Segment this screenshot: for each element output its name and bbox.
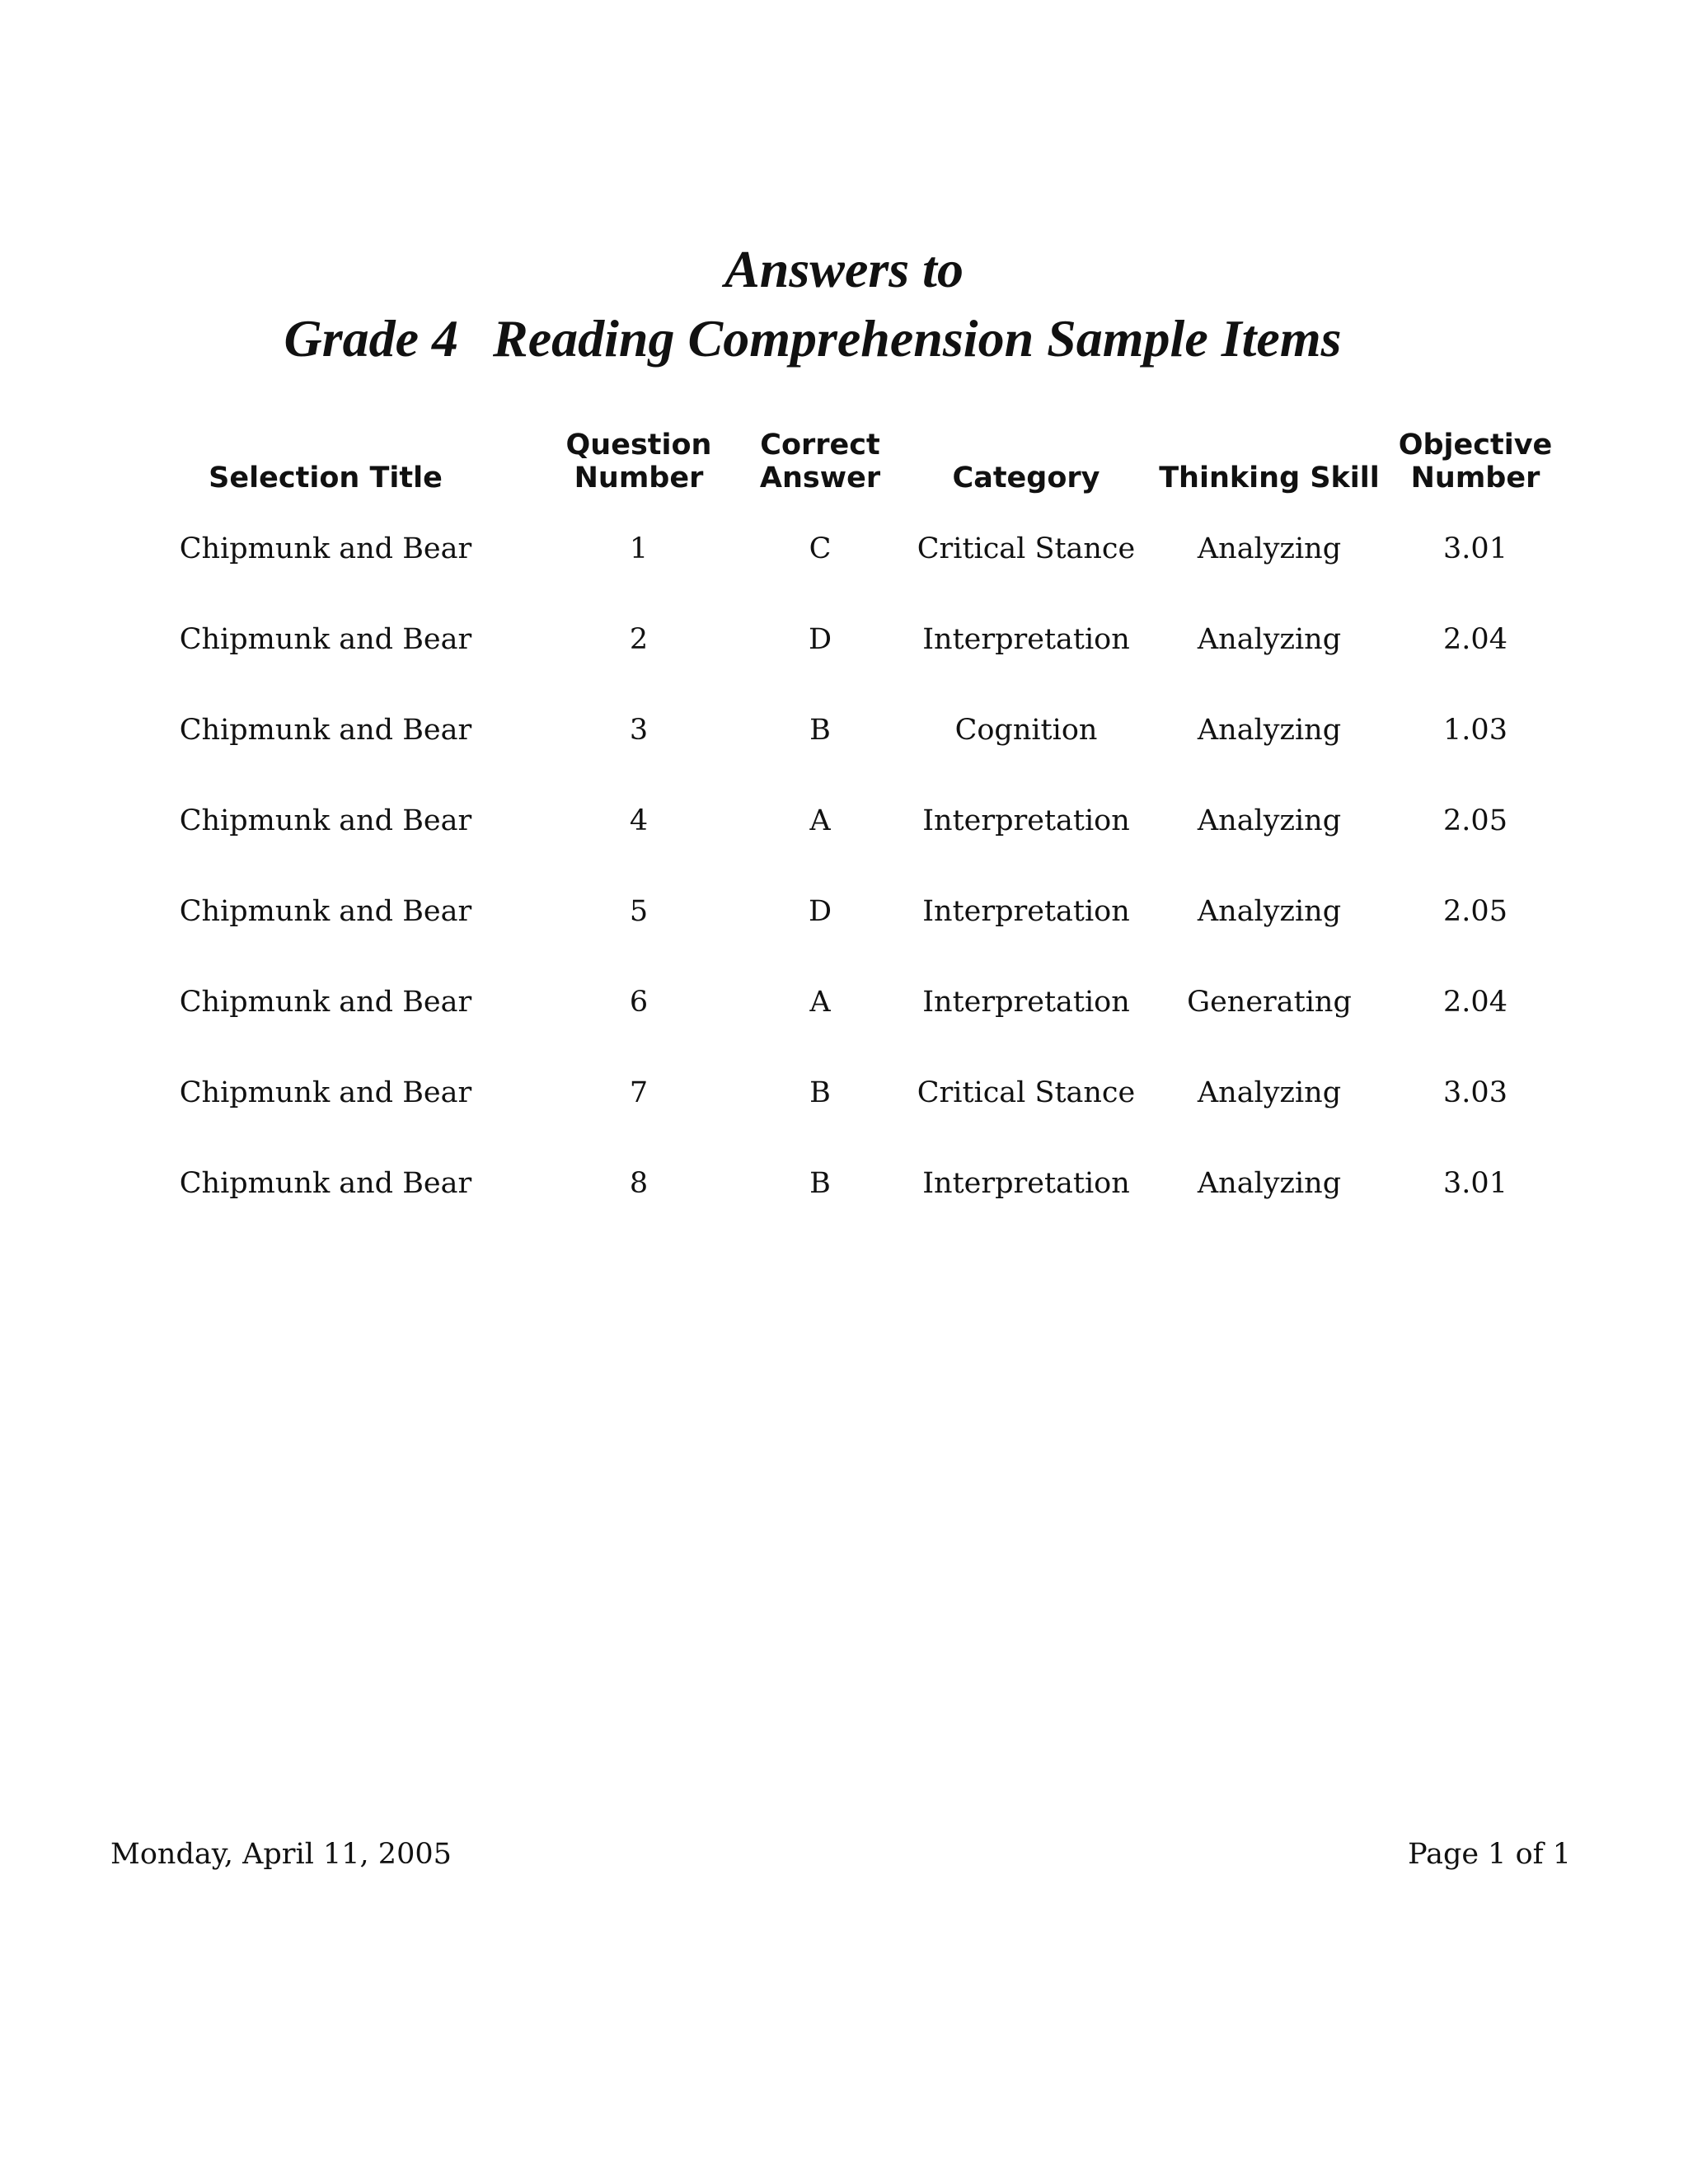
page-title (0, 235, 1688, 373)
cell-objective-number: 2.04 (1443, 986, 1507, 1019)
cell-thinking-skill: Analyzing (1197, 895, 1342, 928)
cell-objective-number: 2.04 (1443, 623, 1507, 656)
cell-category: Interpretation (922, 986, 1130, 1019)
cell-objective-number: 3.01 (1443, 532, 1507, 565)
cell-question-number: 8 (629, 1167, 649, 1200)
header-correct-answer: Correct Answer (759, 429, 881, 494)
cell-question-number: 1 (629, 532, 649, 565)
cell-question-number: 6 (629, 986, 649, 1019)
cell-selection-title: Chipmunk and Bear (179, 532, 472, 565)
cell-correct-answer: B (809, 714, 831, 747)
table-row (0, 1076, 1688, 1113)
table-row (0, 986, 1688, 1022)
cell-category: Interpretation (922, 1167, 1130, 1200)
cell-category: Interpretation (922, 895, 1130, 928)
cell-thinking-skill: Analyzing (1197, 804, 1342, 837)
title-subject: Reading Comprehension Sample Items (493, 309, 1342, 368)
header-objective-number: Objective Number (1398, 429, 1553, 494)
cell-question-number: 7 (629, 1076, 649, 1109)
cell-selection-title: Chipmunk and Bear (179, 714, 472, 747)
cell-selection-title: Chipmunk and Bear (179, 986, 472, 1019)
title-line-2 (0, 304, 1657, 373)
header-question-number: Question Number (565, 429, 712, 494)
cell-objective-number: 2.05 (1443, 895, 1507, 928)
table-row (0, 532, 1688, 569)
cell-selection-title: Chipmunk and Bear (179, 1167, 472, 1200)
cell-category: Interpretation (922, 804, 1130, 837)
cell-objective-number: 2.05 (1443, 804, 1507, 837)
cell-thinking-skill: Generating (1187, 986, 1352, 1019)
cell-category: Critical Stance (917, 1076, 1136, 1109)
table-row (0, 895, 1688, 931)
cell-selection-title: Chipmunk and Bear (179, 804, 472, 837)
cell-category: Interpretation (922, 623, 1130, 656)
table-row (0, 623, 1688, 659)
header-selection-title: Selection Title (209, 462, 443, 494)
cell-question-number: 5 (629, 895, 649, 928)
cell-category: Critical Stance (917, 532, 1136, 565)
cell-selection-title: Chipmunk and Bear (179, 623, 472, 656)
cell-thinking-skill: Analyzing (1197, 623, 1342, 656)
cell-thinking-skill: Analyzing (1197, 714, 1342, 747)
cell-objective-number: 1.03 (1443, 714, 1507, 747)
footer-date: Monday, April 11, 2005 (110, 1838, 452, 1871)
cell-thinking-skill: Analyzing (1197, 1076, 1342, 1109)
cell-selection-title: Chipmunk and Bear (179, 1076, 472, 1109)
cell-question-number: 4 (629, 804, 649, 837)
header-category: Category (952, 462, 1100, 494)
cell-question-number: 2 (629, 623, 649, 656)
header-thinking-skill: Thinking Skill (1159, 462, 1380, 494)
cell-correct-answer: D (808, 623, 832, 656)
title-line-1: Answers to (724, 240, 964, 298)
title-grade: Grade 4 (284, 309, 459, 368)
cell-question-number: 3 (629, 714, 649, 747)
cell-correct-answer: B (809, 1076, 831, 1109)
table-row (0, 1167, 1688, 1203)
cell-correct-answer: A (809, 986, 831, 1019)
cell-selection-title: Chipmunk and Bear (179, 895, 472, 928)
footer-page-number: Page 1 of 1 (1408, 1838, 1571, 1871)
cell-correct-answer: A (809, 804, 831, 837)
cell-correct-answer: C (809, 532, 832, 565)
cell-objective-number: 3.03 (1443, 1076, 1507, 1109)
cell-category: Cognition (954, 714, 1098, 747)
cell-objective-number: 3.01 (1443, 1167, 1507, 1200)
cell-thinking-skill: Analyzing (1197, 532, 1342, 565)
table-row (0, 714, 1688, 750)
cell-thinking-skill: Analyzing (1197, 1167, 1342, 1200)
cell-correct-answer: D (808, 895, 832, 928)
cell-correct-answer: B (809, 1167, 831, 1200)
table-row (0, 804, 1688, 841)
